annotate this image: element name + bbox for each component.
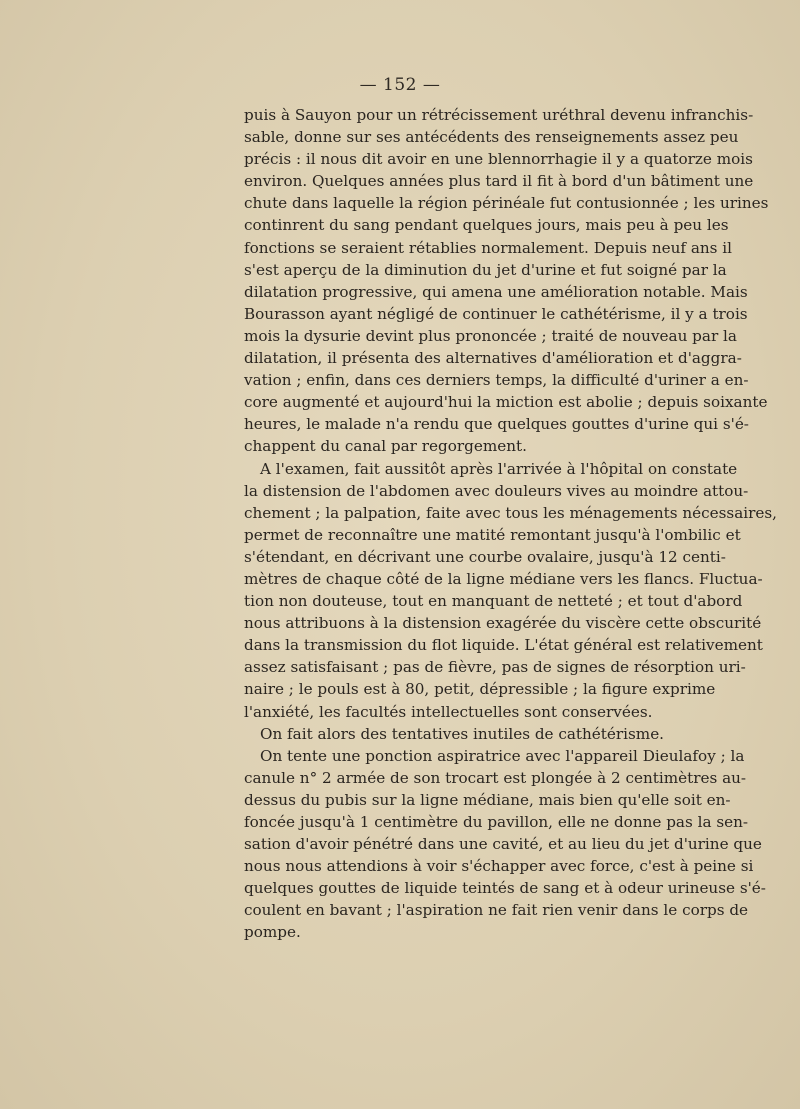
text-line: dans la transmission du flot liquide. L'état général est relativement: [244, 636, 763, 655]
text-line: foncée jusqu'à 1 centimètre du pavillon, elle ne donne pas la sen-: [244, 813, 749, 831]
text-line: nous nous attendions à voir s'échapper avec force, c'est à peine si: [244, 857, 754, 876]
text-line: mois la dysurie devint plus prononcée ; traité de nouveau par la: [244, 326, 737, 345]
text-line: chute dans laquelle la région périnéale fut contusionnée ; les urines: [244, 194, 769, 213]
text-line: s'est aperçu de la diminution du jet d'urine et fut soigné par la: [244, 260, 727, 279]
text-line: A l'examen, fait aussitôt après l'arrivée à l'hôpital on constate: [260, 459, 738, 478]
text-line: chappent du canal par regorgement.: [244, 437, 527, 456]
body-text: [244, 104, 778, 944]
text-line: dilatation progressive, qui amena une amélioration notable. Mais: [244, 282, 748, 301]
text-line: continrent du sang pendant quelques jours, mais peu à peu les: [244, 216, 729, 235]
text-line: On tente une ponction aspiratrice avec l'appareil Dieulafoy ; la: [260, 746, 745, 765]
text-line: fonctions se seraient rétablies normalement. Depuis neuf ans il: [244, 238, 733, 257]
text-line: tion non douteuse, tout en manquant de netteté ; et tout d'abord: [244, 592, 743, 611]
text-line: permet de reconnaître une matité remontant jusqu'à l'ombilic et: [244, 525, 741, 544]
text-line: environ. Quelques années plus tard il fit à bord d'un bâtiment une: [244, 172, 754, 191]
text-line: quelques gouttes de liquide teintés de sang et à odeur urineuse s'é-: [244, 879, 766, 898]
text-line: s'étendant, en décrivant une courbe ovalaire, jusqu'à 12 centi-: [244, 547, 726, 566]
text-line: la distension de l'abdomen avec douleurs vives au moindre attou-: [244, 481, 749, 500]
text-line: l'anxiété, les facultés intellectuelles sont conservées.: [244, 702, 653, 721]
text-line: mètres de chaque côté de la ligne médiane vers les flancs. Fluctua-: [244, 569, 763, 588]
text-line: pompe.: [244, 923, 301, 942]
text-line: nous attribuons à la distension exagérée du viscère cette obscurité: [244, 614, 762, 633]
text-line: canule n° 2 armée de son trocart est plongée à 2 centimètres au-: [244, 768, 747, 787]
text-line: sation d'avoir pénétré dans une cavité, et au lieu du jet d'urine que: [244, 835, 762, 854]
text-line: Bourasson ayant négligé de continuer le cathétérisme, il y a trois: [244, 304, 748, 323]
text-line: dessus du pubis sur la ligne médiane, mais bien qu'elle soit en-: [244, 790, 731, 809]
text-line: dilatation, il présenta des alternatives d'amélioration et d'aggra-: [244, 349, 742, 368]
page-number: — 152 —: [359, 75, 441, 95]
text-line: puis à Sauyon pour un rétrécissement uréthral devenu infranchis-: [244, 106, 754, 124]
text-line: On fait alors des tentatives inutiles de cathétérisme.: [260, 724, 665, 743]
text-line: précis : il nous dit avoir en une blennorrhagie il y a quatorze mois: [244, 150, 753, 169]
text-line: heures, le malade n'a rendu que quelques gouttes d'urine qui s'é-: [244, 415, 749, 434]
text-line: chement ; la palpation, faite avec tous les ménagements nécessaires,: [244, 503, 778, 522]
text-line: core augmenté et aujourd'hui la miction est abolie ; depuis soixante: [244, 393, 768, 412]
text-line: assez satisfaisant ; pas de fièvre, pas de signes de résorption uri-: [244, 658, 746, 677]
text-line: sable, donne sur ses antécédents des renseignements assez peu: [244, 128, 739, 147]
text-line: coulent en bavant ; l'aspiration ne fait rien venir dans le corps de: [244, 901, 749, 920]
text-line: vation ; enfin, dans ces derniers temps, la difficulté d'uriner a en-: [244, 371, 749, 390]
text-line: naire ; le pouls est à 80, petit, dépressible ; la figure exprime: [244, 680, 716, 699]
